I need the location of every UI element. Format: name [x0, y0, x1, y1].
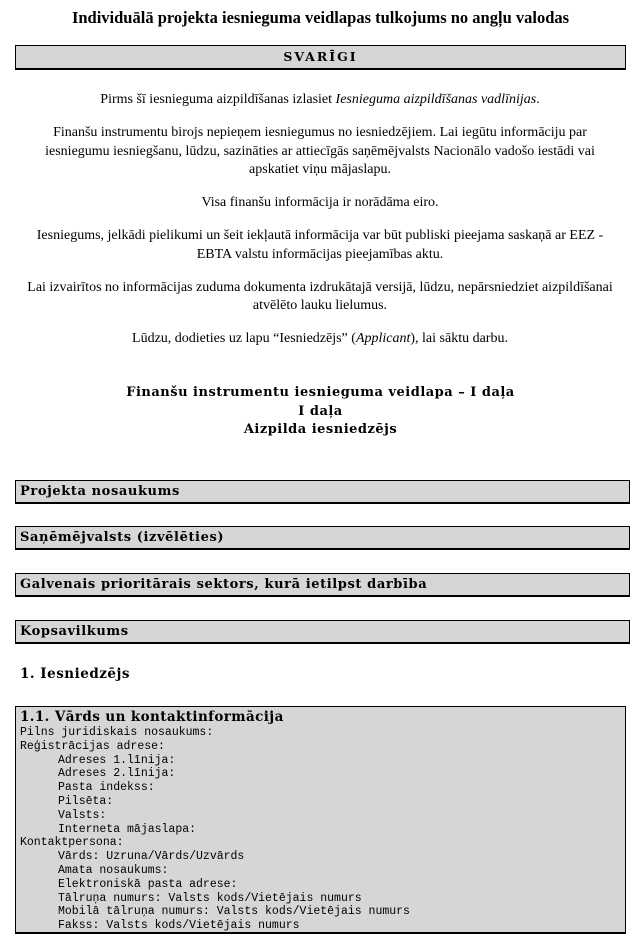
note-start: Lūdzu, dodieties uz lapu “Iesniedzējs” (Applicant), lai sāktu darbu. — [132, 331, 508, 346]
important-banner: SVARĪGI — [15, 45, 626, 70]
guidelines-link[interactable]: Iesnieguma aizpildīšanas vadlīnijas — [335, 92, 537, 107]
fax-field[interactable]: Fakss: Valsts kods/Vietējais numurs — [58, 919, 300, 933]
contact-name-field[interactable]: Vārds: Uzruna/Vārds/Uzvārds — [58, 850, 245, 864]
part-heading-line1: Finanšu instrumentu iesnieguma veidlapa – I daļa — [126, 385, 515, 400]
note-financial-office: Finanšu instrumentu birojs nepieņem iesniegumus no iesniedzējiem. Lai iegūtu informāciju par iesniegumu iesniegšanu, lūdzu, sazināties ar attiecīgās saņēmējvalsts Nacionālo vadošo iestādi vai apskatiet viņu mājaslapu. — [45, 125, 595, 177]
mobile-field[interactable]: Mobilā tālruņa numurs: Valsts kods/Vietējais numurs — [58, 905, 410, 919]
country-field[interactable]: Valsts: — [58, 808, 107, 822]
priority-sector-field[interactable]: Galvenais prioritārais sektors, kurā ietilpst darbība — [15, 573, 630, 597]
note-currency: Visa finanšu informācija ir norādāma eiro. — [201, 195, 439, 210]
contact-heading: 1.1. Vārds un kontaktinformācija — [20, 709, 284, 725]
full-legal-name-field[interactable]: Pilns juridiskais nosaukums: — [20, 726, 214, 739]
part-heading — [0, 384, 641, 440]
part-heading-line3: Aizpilda iesniedzējs — [243, 422, 398, 437]
summary-field[interactable]: Kopsavilkums — [15, 620, 630, 644]
contact-info-box[interactable] — [15, 706, 626, 934]
website-field[interactable]: Interneta mājaslapa: — [58, 822, 197, 836]
note-field-sizes: Lai izvairītos no informācijas zuduma dokumenta izdrukātajā versijā, lūdzu, nepārsniedziet aizpildīšanai atvēlēto lauku lielumus. — [27, 279, 613, 313]
email-field[interactable]: Elektroniskā pasta adrese: — [58, 877, 238, 891]
note-public-access: Iesniegums, jelkādi pielikumi un šeit iekļautā informācija var būt publiski pieejama saskaņā ar EEZ - EBTA valstu informācijas pieejamības aktu. — [36, 228, 604, 262]
beneficiary-state-field[interactable]: Saņēmējvalsts (izvēlēties) — [15, 526, 630, 550]
phone-field[interactable]: Tālruņa numurs: Valsts kods/Vietējais numurs — [58, 891, 362, 905]
registered-address-label: Reģistrācijas adrese: — [20, 739, 165, 753]
note-read-guidelines: Pirms šī iesnieguma aizpildīšanas izlasiet Iesnieguma aizpildīšanas vadlīnijas. — [100, 92, 540, 107]
applicant-sheet-link[interactable]: Applicant — [355, 331, 411, 346]
postcode-field[interactable]: Pasta indekss: — [58, 781, 155, 795]
section-applicant-title: 1. Iesniedzējs — [20, 666, 131, 682]
project-name-field[interactable]: Projekta nosaukums — [15, 480, 630, 504]
instructions — [20, 91, 620, 363]
part-heading-line2: I daļa — [298, 403, 343, 419]
address-line1-field[interactable]: Adreses 1.līnija: — [58, 753, 176, 767]
page-title: Individuālā projekta iesnieguma veidlapas tulkojums no angļu valodas — [71, 8, 570, 27]
address-line2-field[interactable]: Adreses 2.līnija: — [58, 767, 176, 781]
city-field[interactable]: Pilsēta: — [58, 794, 114, 808]
job-title-field[interactable]: Amata nosaukums: — [58, 863, 169, 877]
contact-person-label: Kontaktpersona: — [20, 836, 124, 850]
